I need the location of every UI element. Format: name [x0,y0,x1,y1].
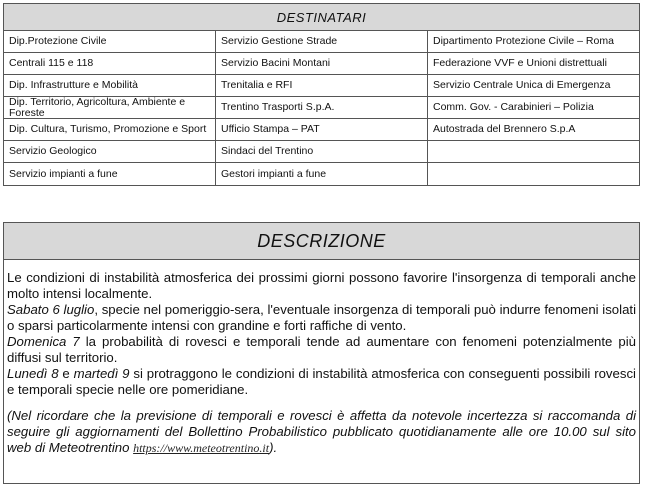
paragraph-intro [7,270,636,302]
recipient-cell: Federazione VVF e Unioni distrettuali [428,53,639,75]
note-end: ). [269,440,278,455]
destinatari-table [3,3,640,186]
recipient-cell: Servizio Bacini Montani [216,53,428,75]
recipient-cell: Dip. Territorio, Agricoltura, Ambiente e Foreste [4,97,216,119]
destinatari-grid [4,31,639,185]
recipient-cell [428,163,639,185]
and-text: e [58,366,74,381]
monday-label: Lunedì 8 [7,366,59,381]
recipient-cell: Centrali 115 e 118 [4,53,216,75]
recipient-cell: Dip. Cultura, Turismo, Promozione e Sport [4,119,216,141]
paragraph-sunday [7,334,636,366]
recipient-cell: Dip.Protezione Civile [4,31,216,53]
paragraph-note [7,408,636,456]
descrizione-box [3,222,640,484]
recipient-cell: Sindaci del Trentino [216,141,428,163]
recipient-cell: Ufficio Stampa – PAT [216,119,428,141]
recipient-cell [428,141,639,163]
monday-tuesday-text: si protraggono le condizioni di instabilità atmosferica con conseguenti possibili rovesci e temporali specie nelle ore pomeridiane. [7,366,636,397]
recipient-cell: Servizio Gestione Strade [216,31,428,53]
paragraph-saturday [7,302,636,334]
descrizione-title: DESCRIZIONE [4,223,639,260]
sunday-label: Domenica 7 [7,334,80,349]
paragraph-monday-tuesday [7,366,636,398]
tuesday-label: martedì 9 [73,366,130,381]
recipient-cell: Servizio impianti a fune [4,163,216,185]
recipient-cell: Servizio Centrale Unica di Emergenza [428,75,639,97]
meteotrentino-link[interactable]: https://www.meteotrentino.it [133,441,270,455]
recipient-cell: Comm. Gov. - Carabinieri – Polizia [428,97,639,119]
saturday-text: , specie nel pomeriggio-sera, l'eventuale insorgenza di temporali può indurre fenomeni isolati o sparsi particolarmente intensi con grandine e forti raffiche di vento. [7,302,636,333]
saturday-label: Sabato 6 luglio [7,302,95,317]
destinatari-title: DESTINATARI [4,4,639,31]
recipient-cell: Servizio Geologico [4,141,216,163]
note-text: (Nel ricordare che la previsione di temporali e rovesci è affetta da notevole incertezza si raccomanda di seguire gli aggiornamenti del Bollettino Probabilistico pubblicato quotidianamente alle ore 10.00 sul sito web di Meteotrentino [7,408,636,455]
recipient-cell: Dipartimento Protezione Civile – Roma [428,31,639,53]
sunday-text: la probabilità di rovesci e temporali tende ad aumentare con fenomeni potenzialmente più diffusi sul territorio. [7,334,636,365]
recipient-cell: Gestori impianti a fune [216,163,428,185]
recipient-cell: Autostrada del Brennero S.p.A [428,119,639,141]
recipient-cell: Trentino Trasporti S.p.A. [216,97,428,119]
recipient-cell: Trenitalia e RFI [216,75,428,97]
recipient-cell: Dip. Infrastrutture e Mobilità [4,75,216,97]
intro-text: Le condizioni di instabilità atmosferica dei prossimi giorni possono favorire l'insorgenza di temporali anche molto intensi localmente. [7,270,636,301]
descrizione-body [4,260,639,456]
